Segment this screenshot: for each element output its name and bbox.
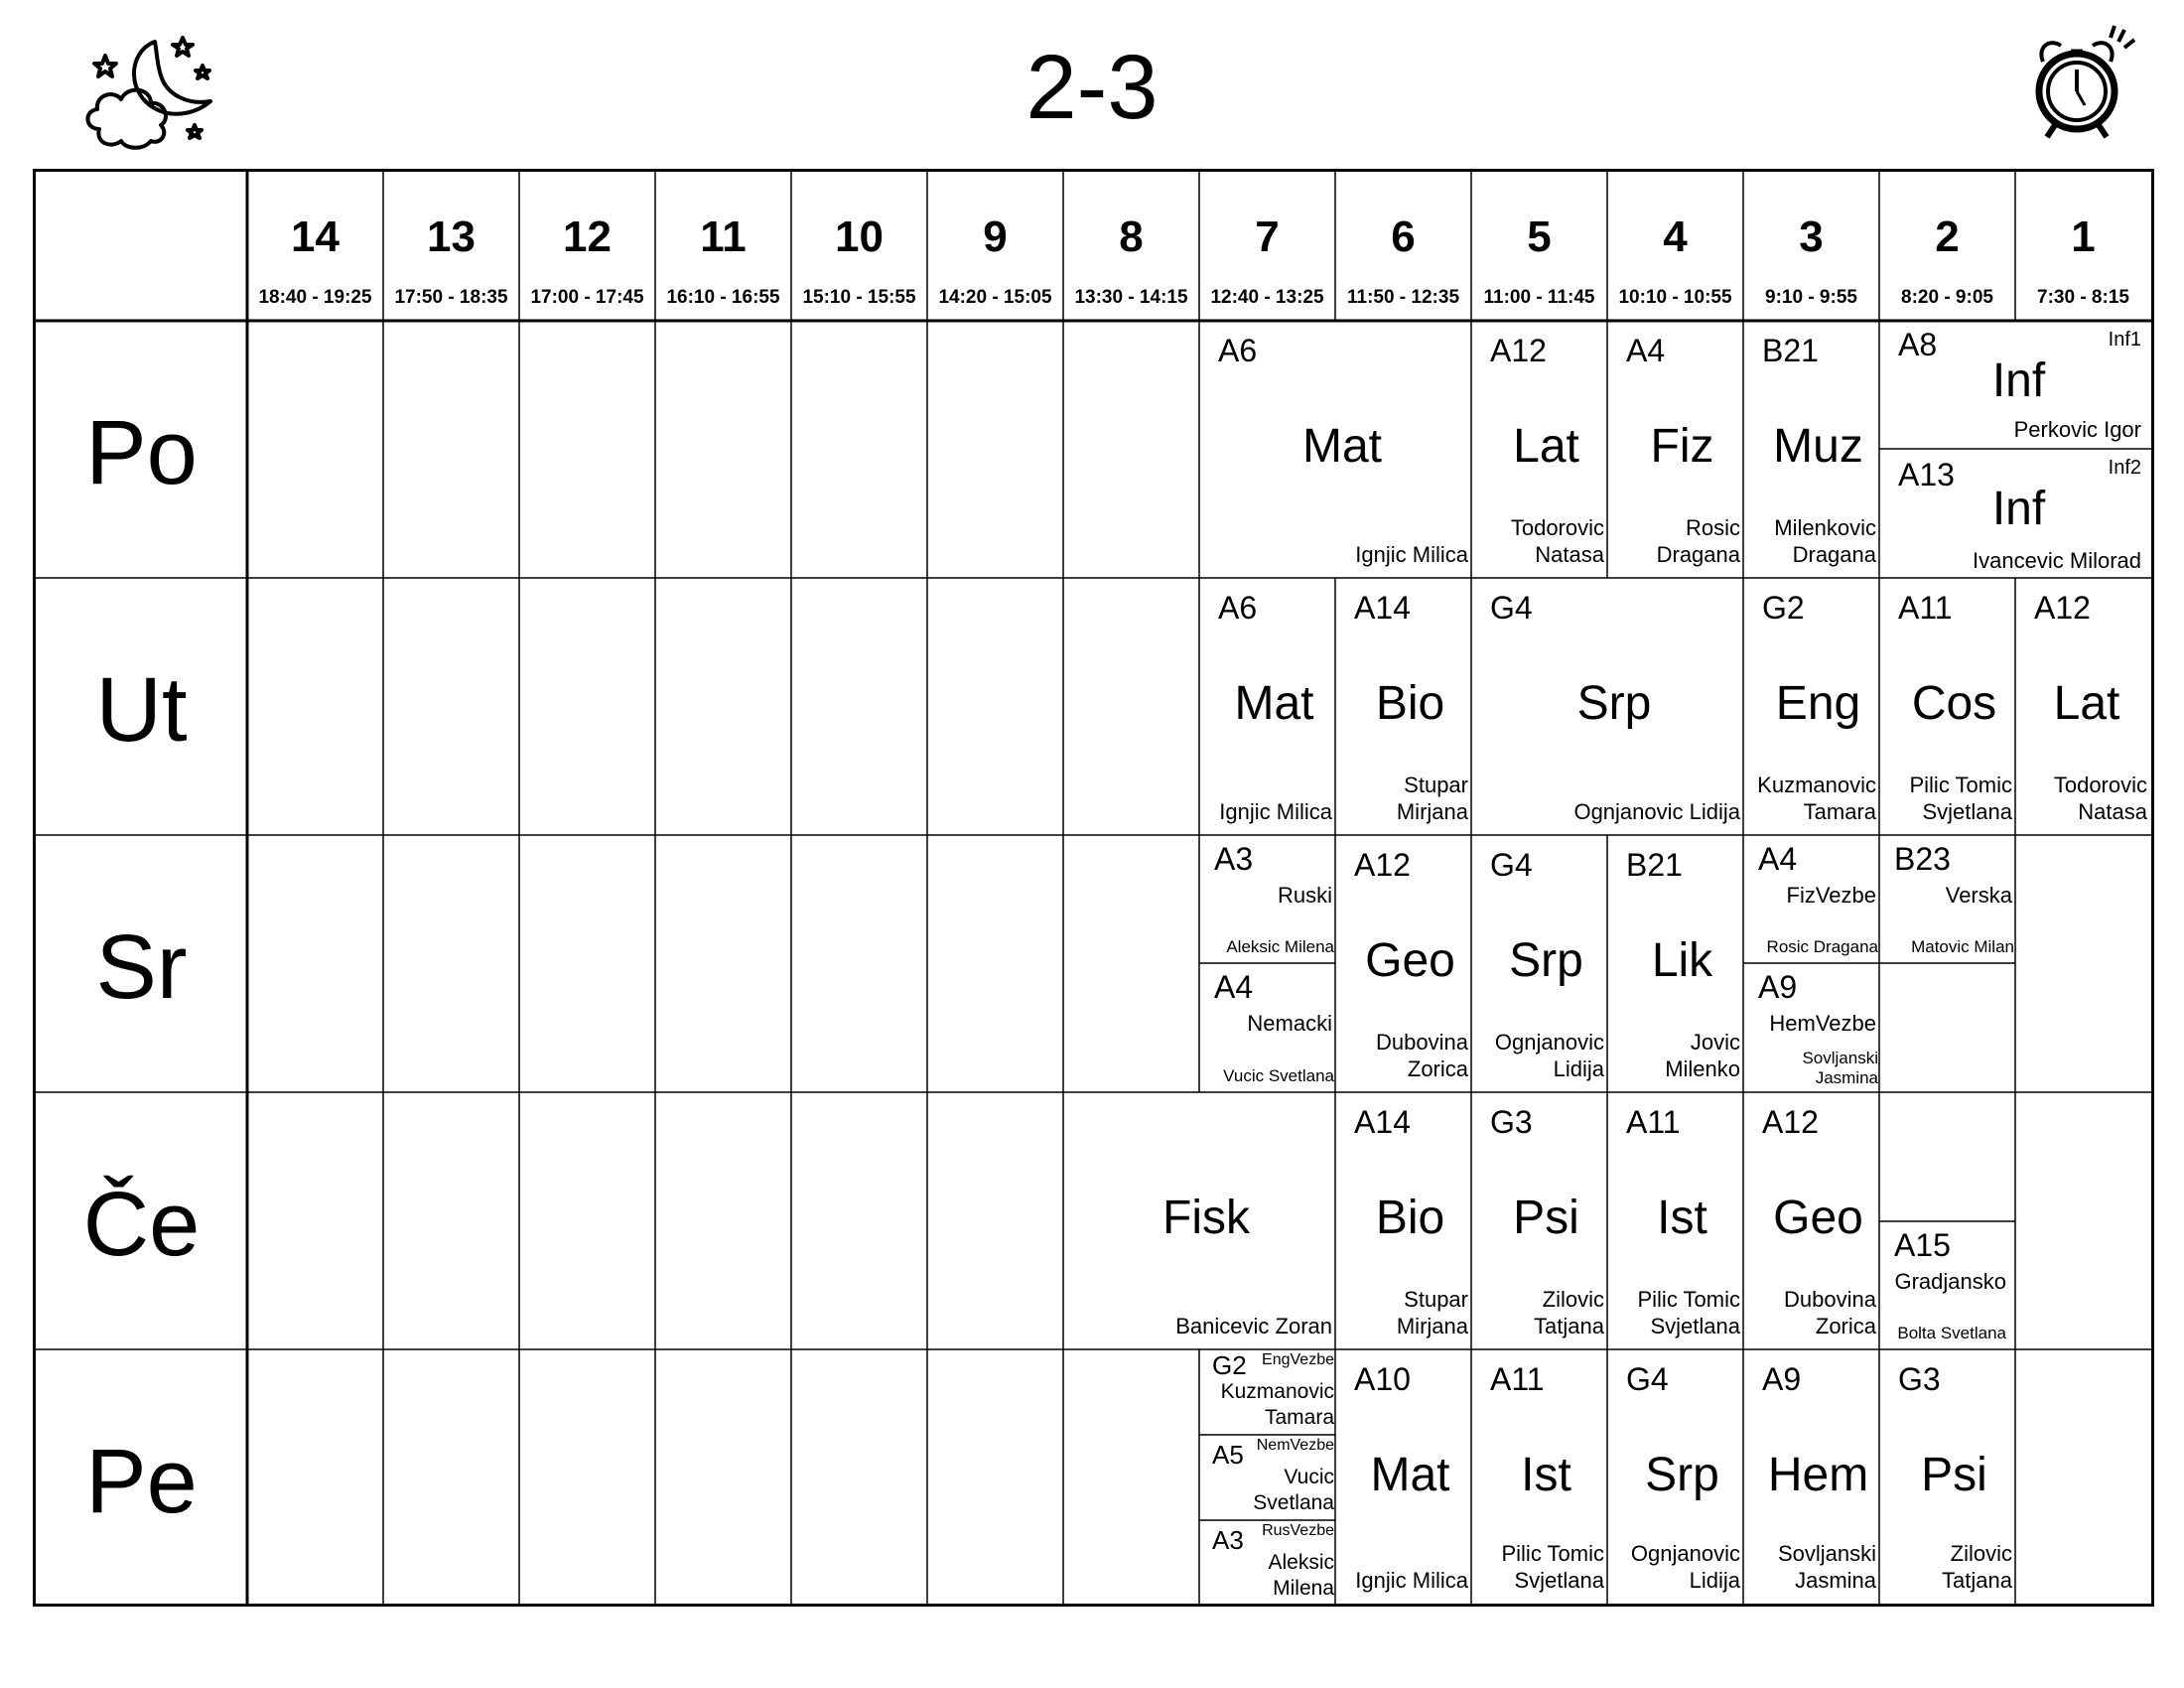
teacher-label: Zilovic Tatjana	[1534, 1287, 1604, 1338]
teacher-label: Matovic Milan	[1911, 937, 2014, 956]
subject-label: Srp	[1576, 677, 1652, 730]
day-label-ut: Ut	[95, 659, 188, 761]
subject-label: Bio	[1375, 677, 1445, 730]
subject-label: Lat	[2053, 677, 2120, 730]
lesson-sr-nemacki[interactable]	[1206, 963, 1342, 1092]
period-time: 14:20 - 15:05	[938, 287, 1052, 308]
subject-label: FizVezbe	[1786, 883, 1876, 908]
subject-label: Srp	[1645, 1449, 1719, 1501]
lesson-po-inf2[interactable]	[1886, 449, 2151, 578]
teacher-label: Ignjic Milica	[1355, 1568, 1468, 1593]
period-header-11	[655, 172, 791, 321]
teacher-label: Ignjic Milica	[1355, 542, 1468, 567]
period-number: 12	[563, 212, 612, 261]
lesson-pe-psi[interactable]	[1886, 1349, 2022, 1604]
lesson-po-mat[interactable]	[1206, 321, 1478, 578]
room-label: A11	[1490, 1361, 1545, 1397]
lesson-sr-fizvezbe[interactable]	[1750, 835, 1886, 963]
lesson-po-lat[interactable]	[1478, 321, 1614, 578]
teacher-label: Aleksic Milena	[1226, 937, 1334, 956]
lesson-pe-nemvezbe[interactable]	[1206, 1435, 1342, 1520]
lesson-pe-engvezbe[interactable]	[1206, 1349, 1342, 1435]
teacher-label: Milenkovic Dragana	[1774, 515, 1876, 567]
lesson-pe-hem[interactable]	[1750, 1349, 1886, 1604]
period-time: 8:20 - 9:05	[1901, 287, 1993, 308]
room-label: A4	[1214, 969, 1254, 1005]
lesson-sr-hemvezbe[interactable]	[1750, 963, 1886, 1092]
period-header-10	[791, 172, 927, 321]
room-label: A15	[1894, 1227, 1951, 1263]
subject-label: Nemacki	[1247, 1011, 1332, 1036]
period-header-1	[2015, 172, 2151, 321]
subject-label: Ist	[1521, 1449, 1571, 1501]
lesson-pe-rusvezbe[interactable]	[1206, 1520, 1342, 1604]
subject-label: Fiz	[1650, 420, 1714, 473]
lesson-sr-geo[interactable]	[1342, 835, 1478, 1092]
subject-label: Inf	[1991, 354, 2046, 407]
page-title: 2-3	[1025, 37, 1159, 138]
subject-label: Mat	[1370, 1449, 1450, 1501]
period-time: 9:10 - 9:55	[1765, 287, 1857, 308]
period-number: 5	[1527, 212, 1552, 261]
lesson-ut-mat[interactable]	[1206, 578, 1342, 835]
room-label: A4	[1626, 333, 1666, 368]
period-number: 10	[835, 212, 884, 261]
lesson-sr-srp[interactable]	[1478, 835, 1614, 1092]
subject-label: Hem	[1767, 1449, 1869, 1501]
subject-label: RusVezbe	[1262, 1522, 1334, 1539]
subject-label: Geo	[1773, 1192, 1863, 1244]
period-time: 10:10 - 10:55	[1618, 287, 1732, 308]
subject-label: Fisk	[1162, 1192, 1250, 1244]
subject-label: Geo	[1365, 934, 1455, 987]
period-number: 14	[291, 212, 340, 261]
room-label: A12	[2034, 590, 2091, 626]
teacher-label: Ognjanovic Lidija	[1630, 1541, 1740, 1593]
teacher-label: Dubovina Zorica	[1784, 1287, 1876, 1338]
lesson-ce-ist[interactable]	[1614, 1092, 1750, 1349]
teacher-label: Perkovic Igor	[2013, 417, 2141, 442]
teacher-label: Vucic Svetlana	[1253, 1466, 1334, 1514]
room-label: A11	[1626, 1104, 1681, 1140]
room-label: A6	[1218, 590, 1258, 626]
period-time: 17:00 - 17:45	[530, 287, 644, 308]
lesson-ut-lat[interactable]	[2022, 578, 2151, 835]
period-number: 11	[700, 212, 747, 261]
room-label: G3	[1490, 1104, 1533, 1140]
lesson-pe-mat[interactable]	[1342, 1349, 1478, 1604]
room-label: G4	[1490, 847, 1533, 883]
teacher-label: Ignjic Milica	[1219, 799, 1332, 824]
subject-label: Lik	[1651, 934, 1713, 987]
period-header-7	[1199, 172, 1335, 321]
room-label: A14	[1354, 1104, 1411, 1140]
teacher-label: Pilic Tomic Svjetlana	[1637, 1287, 1740, 1338]
period-header-5	[1471, 172, 1607, 321]
subject-label: EngVezbe	[1262, 1351, 1334, 1368]
period-header-14	[247, 172, 383, 321]
subject-label: Bio	[1375, 1192, 1445, 1244]
group-label: Inf1	[2108, 329, 2141, 351]
period-time: 16:10 - 16:55	[666, 287, 780, 308]
room-label: A12	[1490, 333, 1547, 368]
period-header-6	[1335, 172, 1471, 321]
period-time: 15:10 - 15:55	[802, 287, 916, 308]
teacher-label: Ognjanovic Lidija	[1573, 799, 1740, 824]
moon-cloud-icon	[77, 30, 226, 159]
teacher-label: Banicevic Zoran	[1175, 1314, 1332, 1338]
subject-label: HemVezbe	[1769, 1011, 1876, 1036]
room-label: A11	[1898, 590, 1953, 626]
teacher-label: Dubovina Zorica	[1376, 1030, 1468, 1081]
lesson-po-muz[interactable]	[1750, 321, 1886, 578]
room-label: A6	[1218, 333, 1258, 368]
teacher-label: Todorovic Natasa	[1510, 515, 1604, 567]
period-time: 7:30 - 8:15	[2037, 287, 2129, 308]
lesson-po-inf1[interactable]	[1886, 321, 2151, 449]
period-time: 11:50 - 12:35	[1346, 287, 1460, 308]
room-label: A3	[1214, 841, 1254, 877]
teacher-label: Vucic Svetlana	[1223, 1066, 1334, 1085]
teacher-label: Sovljanski Jasmina	[1777, 1541, 1876, 1593]
lesson-ut-eng[interactable]	[1750, 578, 1886, 835]
lesson-ce-psi[interactable]	[1478, 1092, 1614, 1349]
room-label: B21	[1626, 847, 1683, 883]
room-label: G2	[1762, 590, 1805, 626]
room-label: A9	[1762, 1361, 1802, 1397]
room-label: A5	[1212, 1440, 1244, 1470]
subject-label: Gradjansko	[1894, 1269, 2006, 1294]
subject-label: Mat	[1301, 420, 1382, 473]
subject-label: Muz	[1773, 420, 1863, 473]
subject-label: Ist	[1657, 1192, 1707, 1244]
room-label: B21	[1762, 333, 1819, 368]
lesson-ut-cos[interactable]	[1886, 578, 2022, 835]
subject-label: Verska	[1945, 883, 2012, 908]
period-header-3	[1743, 172, 1879, 321]
period-number: 4	[1663, 212, 1688, 261]
lesson-ce-gradjansko[interactable]	[1886, 1221, 2022, 1349]
period-header-8	[1063, 172, 1199, 321]
lesson-sr-verska[interactable]	[1886, 835, 2022, 963]
teacher-label: Pilic Tomic Svjetlana	[1501, 1541, 1604, 1593]
period-number: 8	[1119, 212, 1144, 261]
room-label: A13	[1898, 457, 1955, 492]
period-time: 18:40 - 19:25	[258, 287, 372, 308]
teacher-label: Ivancevic Milorad	[1973, 548, 2141, 573]
subject-label: Ruski	[1277, 883, 1332, 908]
teacher-label: Sovljanski Jasmina	[1802, 1049, 1878, 1087]
teacher-label: Rosic Dragana	[1656, 515, 1740, 567]
alarm-clock-icon	[2015, 18, 2144, 147]
room-label: A3	[1212, 1525, 1244, 1555]
room-label: A14	[1354, 590, 1411, 626]
period-number: 3	[1799, 212, 1824, 261]
room-label: A8	[1898, 327, 1938, 362]
teacher-label: Jovic Milenko	[1665, 1030, 1740, 1081]
subject-label: Cos	[1911, 677, 1997, 730]
room-label: A9	[1758, 969, 1798, 1005]
room-label: G4	[1626, 1361, 1669, 1397]
subject-label: Inf	[1991, 483, 2046, 535]
day-label-sr: Sr	[95, 916, 188, 1018]
lesson-ut-srp[interactable]	[1478, 578, 1750, 835]
period-time: 12:40 - 13:25	[1210, 287, 1324, 308]
period-number: 1	[2071, 212, 2096, 261]
subject-label: Lat	[1513, 420, 1579, 473]
lesson-ce-bio[interactable]	[1342, 1092, 1478, 1349]
lesson-po-fiz[interactable]	[1614, 321, 1750, 578]
teacher-label: Bolta Svetlana	[1897, 1324, 2006, 1342]
teacher-label: Kuzmanovic Tamara	[1220, 1380, 1334, 1429]
teacher-label: Stupar Mirjana	[1396, 773, 1468, 824]
period-header-12	[519, 172, 655, 321]
period-number: 6	[1391, 212, 1416, 261]
room-label: A12	[1762, 1104, 1819, 1140]
subject-label: Mat	[1234, 677, 1314, 730]
lesson-ut-bio[interactable]	[1342, 578, 1478, 835]
lesson-pe-srp[interactable]	[1614, 1349, 1750, 1604]
day-label-pe: Pe	[85, 1431, 198, 1532]
period-time: 11:00 - 11:45	[1483, 287, 1595, 308]
period-header-9	[927, 172, 1063, 321]
subject-label: Eng	[1775, 677, 1861, 730]
period-number: 2	[1935, 212, 1960, 261]
teacher-label: Pilic Tomic Svjetlana	[1909, 773, 2012, 824]
period-number: 7	[1255, 212, 1280, 261]
period-header-4	[1607, 172, 1743, 321]
period-header-13	[383, 172, 519, 321]
lesson-sr-lik[interactable]	[1614, 835, 1750, 1092]
group-label: Inf2	[2108, 457, 2141, 479]
room-label: G2	[1212, 1350, 1247, 1380]
subject-label: Psi	[1921, 1449, 1987, 1501]
teacher-label: Zilovic Tatjana	[1942, 1541, 2012, 1593]
period-time: 13:30 - 14:15	[1074, 287, 1188, 308]
teacher-label: Aleksic Milena	[1268, 1551, 1334, 1600]
subject-label: Psi	[1513, 1192, 1579, 1244]
teacher-label: Rosic Dragana	[1766, 937, 1878, 956]
day-label-po: Po	[85, 402, 198, 503]
subject-label: NemVezbe	[1256, 1437, 1334, 1454]
lesson-pe-ist[interactable]	[1478, 1349, 1614, 1604]
teacher-label: Todorovic Natasa	[2053, 773, 2147, 824]
period-number: 13	[427, 212, 476, 261]
teacher-label: Kuzmanovic Tamara	[1757, 773, 1876, 824]
teacher-label: Stupar Mirjana	[1396, 1287, 1468, 1338]
timetable-grid	[33, 169, 2154, 1607]
room-label: A10	[1354, 1361, 1411, 1397]
subject-label: Srp	[1509, 934, 1583, 987]
room-label: A12	[1354, 847, 1411, 883]
teacher-label: Ognjanovic Lidija	[1494, 1030, 1604, 1081]
room-label: G3	[1898, 1361, 1941, 1397]
room-label: B23	[1894, 841, 1951, 877]
period-number: 9	[983, 212, 1008, 261]
lesson-ce-fisk[interactable]	[1070, 1092, 1342, 1349]
room-label: A4	[1758, 841, 1798, 877]
period-header-2	[1879, 172, 2015, 321]
lesson-ce-geo[interactable]	[1750, 1092, 1886, 1349]
period-time: 17:50 - 18:35	[394, 287, 508, 308]
day-label-ce: Če	[82, 1174, 201, 1275]
room-label: G4	[1490, 590, 1533, 626]
lesson-sr-ruski[interactable]	[1206, 835, 1342, 963]
